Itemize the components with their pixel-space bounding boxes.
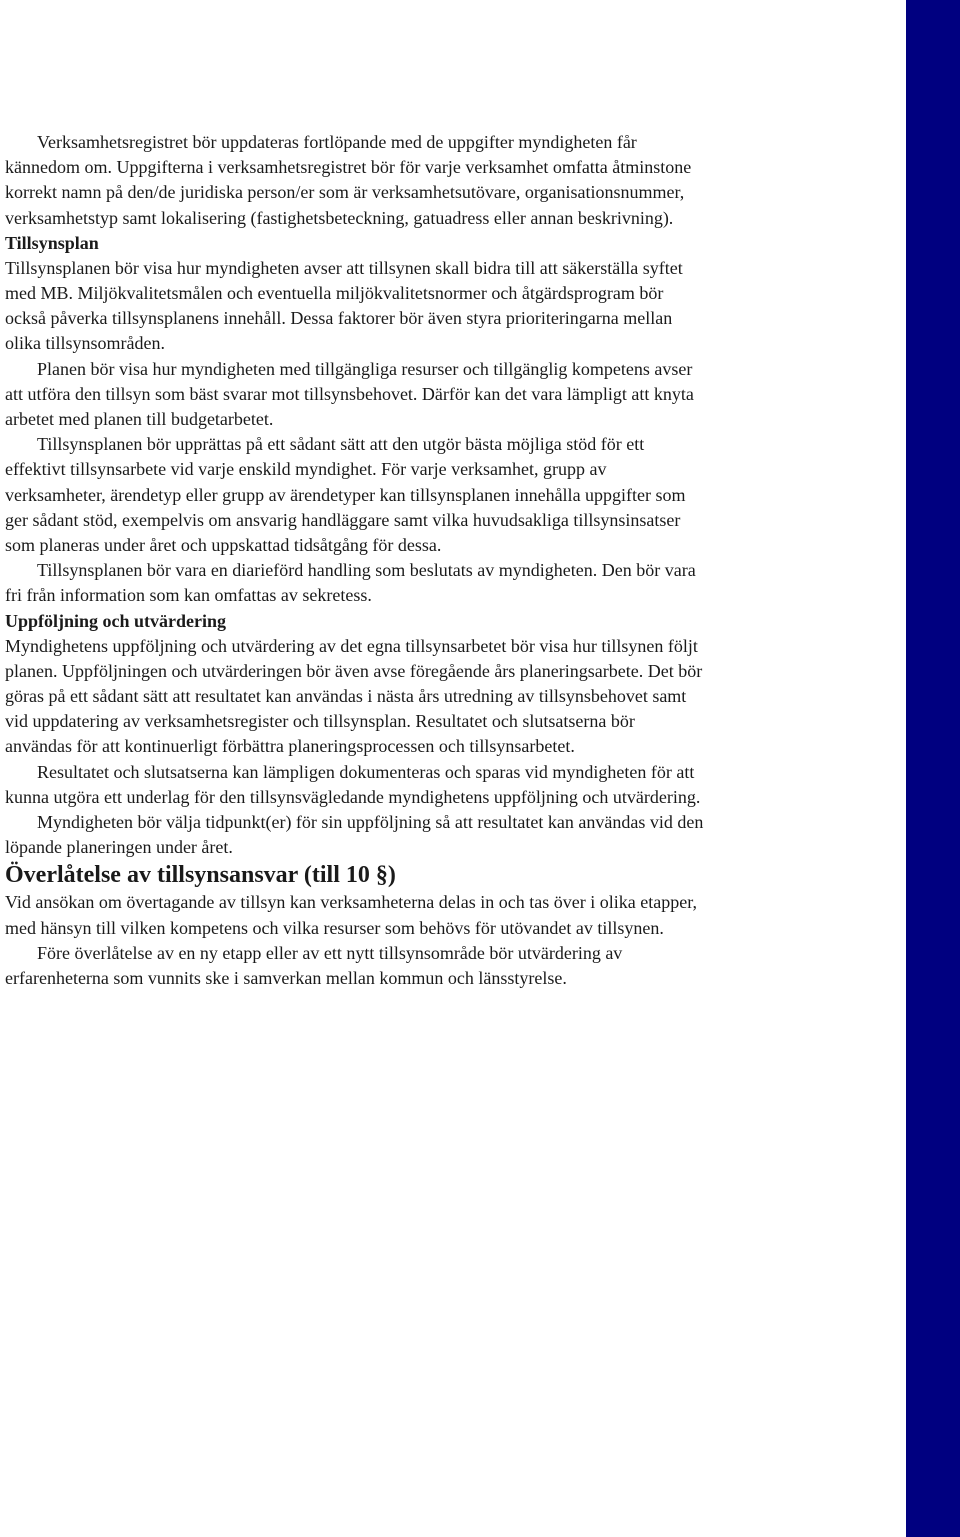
tillsynsplan-paragraph-3: Tillsynsplanen bör upprättas på ett sådant sätt att den utgör bästa möjliga stöd för ett effektivt tillsynsarbete vid varje enskild myndighet. För varje verksamhet, grupp av verksamheter, ärendetyp eller grupp av ärendetyper kan tillsynsplanen innehålla uppgifter som ger sådant stöd, exempelvis om ansvarig handläggare samt vilka huvudsakliga tillsynsinsatser som planeras under året och uppskattad tidsåtgång för dessa. (5, 434, 686, 556)
uppfoljning-paragraph-3: Myndigheten bör välja tidpunkt(er) för sin uppföljning så att resultatet kan användas vid den löpande planeringen under året. (5, 812, 704, 858)
tillsynsplan-paragraph-4: Tillsynsplanen bör vara en diarieförd handling som beslutats av myndigheten. Den bör vara fri från information som kan omfattas av sekretess. (5, 560, 696, 606)
uppfoljning-paragraph-1: Myndighetens uppföljning och utvärdering av det egna tillsynsarbetet bör visa hur tillsynen följt planen. Uppföljningen och utvärderingen bör även avse föregående års planeringsarbete. Det bör göras på ett sådant sätt att resultatet kan användas i nästa års utredning av tillsynsbehovet samt vid uppdatering av verksamhetsregister och tillsynsplan. Resultatet och slutsatserna bör användas för att kontinuerligt förbättra planeringsprocessen och tillsynsarbetet. (5, 635, 703, 757)
section-heading-tillsynsplan: Tillsynsplan (5, 232, 99, 253)
document-body (5, 130, 705, 991)
overlatelse-paragraph-2: Före överlåtelse av en ny etapp eller av ett nytt tillsynsområde bör utvärdering av erfarenheterna som vunnits ske i samverkan mellan kommun och länsstyrelse. (5, 942, 623, 989)
tillsynsplan-paragraph-2: Planen bör visa hur myndigheten med tillgängliga resurser och tillgänglig kompetens avser att utföra den tillsyn som bäst svarar mot tillsynsbehovet. Därför kan det vara lämpligt att knyta arbetet med planen till budgetarbetet. (5, 358, 694, 430)
intro-paragraph: Verksamhetsregistret bör uppdateras fortlöpande med de uppgifter myndigheten får kännedom om. Uppgifterna i verksamhetsregistret bör för varje verksamhet omfatta åtminstone korrekt namn på den/de juridiska person/er som är verksamhetsutövare, organisationsnummer, verksamhetstyp samt lokalisering (fastighetsbeteckning, gatuadress eller annan beskrivning). (5, 132, 692, 228)
tillsynsplan-paragraph-1: Tillsynsplanen bör visa hur myndigheten avser att tillsynen skall bidra till att säkerställa syftet med MB. Miljökvalitetsmålen och eventuella miljökvalitetsnormer och åtgärdsprogram bör också påverka tillsynsplanens innehåll. Dessa faktorer bör även styra prioriteringarna mellan olika tillsynsområden. (5, 257, 683, 354)
uppfoljning-paragraph-2: Resultatet och slutsatserna kan lämpligen dokumenteras och sparas vid myndigheten för att kunna utgöra ett underlag för den tillsynsvägledande myndighetens uppföljning och utvärdering. (5, 761, 701, 807)
side-color-bar (906, 0, 960, 1537)
overlatelse-paragraph-1: Vid ansökan om övertagande av tillsyn kan verksamheterna delas in och tas över i olika etapper, med hänsyn till vilken kompetens och vilka resurser som behövs för utövandet av tillsynen. (5, 892, 697, 938)
section-heading-uppfoljning: Uppföljning och utvärdering (5, 610, 227, 631)
section-heading-overlatelse: Överlåtelse av tillsynsansvar (till 10 §) (5, 862, 396, 889)
